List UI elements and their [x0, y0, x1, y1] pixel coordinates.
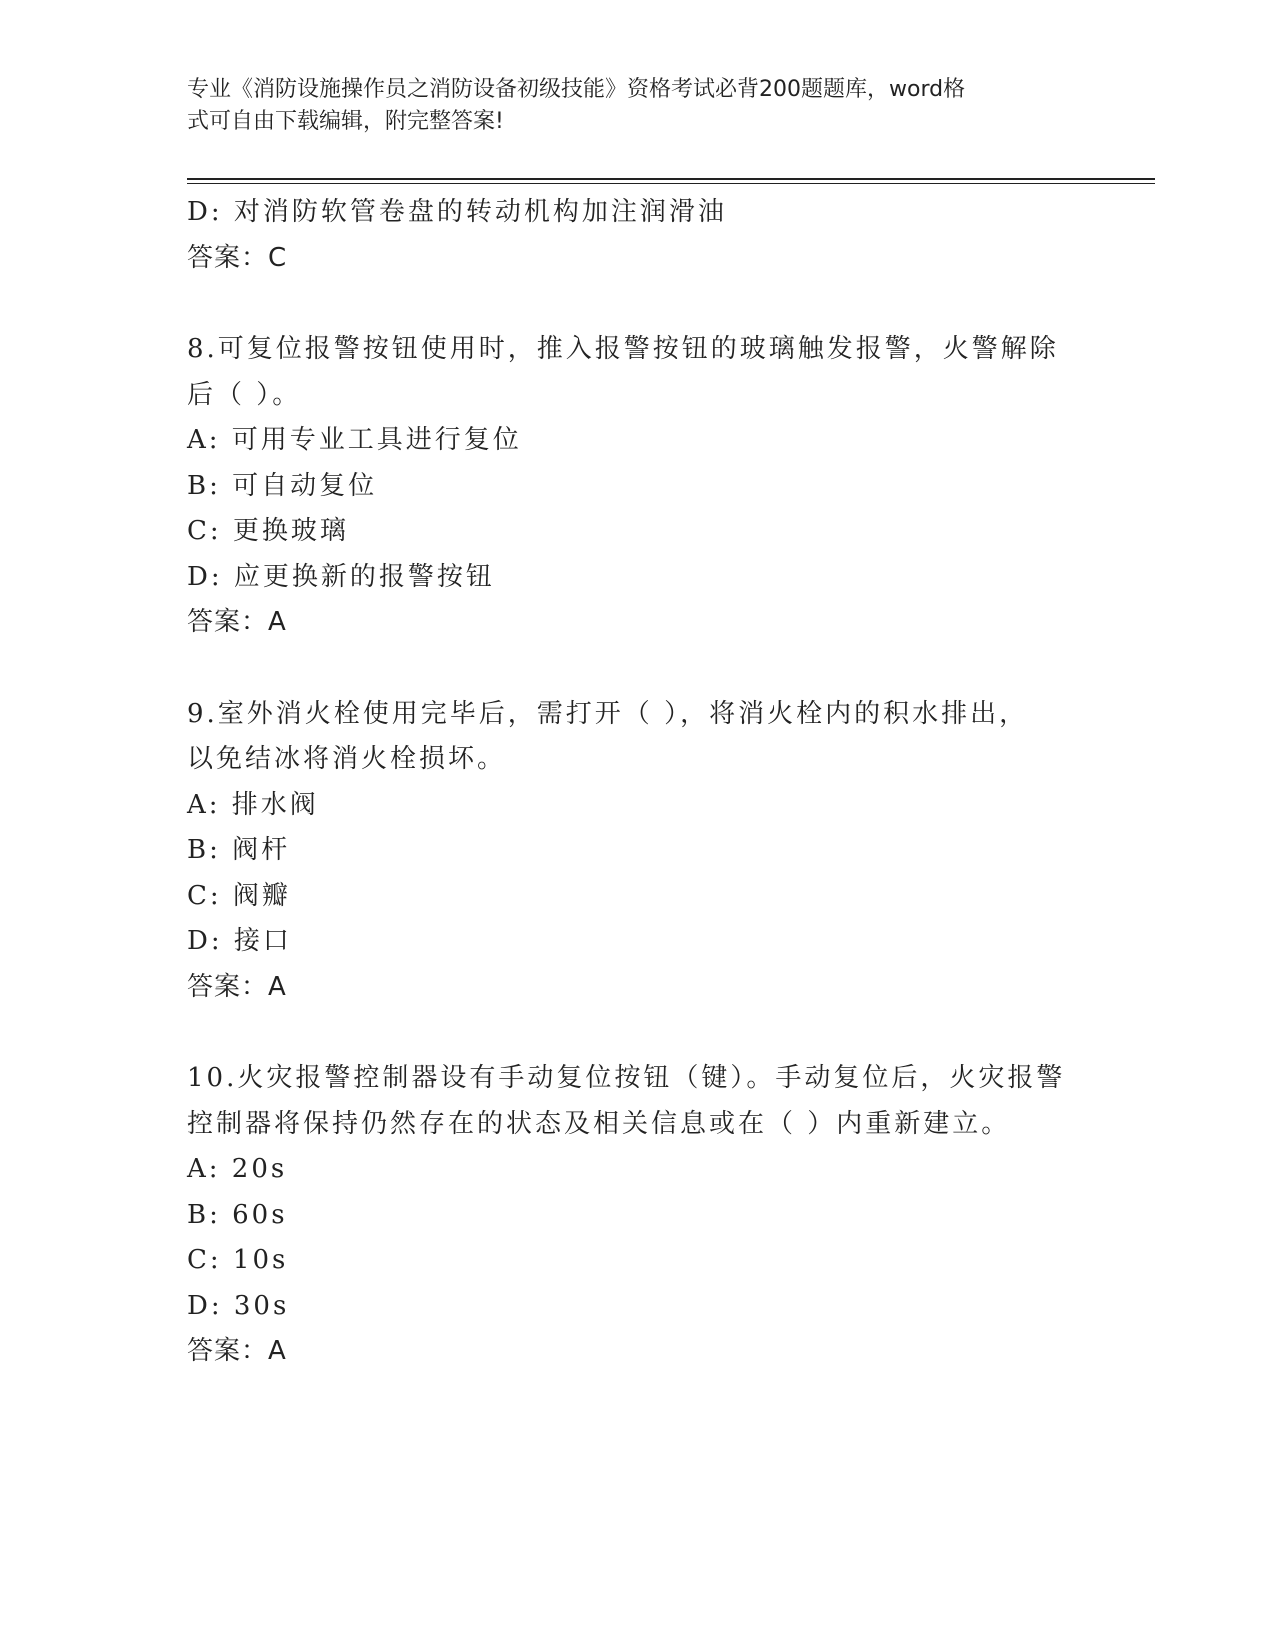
question-10 — [187, 1056, 1087, 1375]
question-9 — [187, 692, 1087, 1011]
option-c: C: 阀瓣 — [187, 880, 291, 911]
answer-line: 答案：A — [187, 1336, 287, 1366]
header-line-2: 式可自由下载编辑，附完整答案! — [187, 109, 504, 134]
option-d: D: 30s — [187, 1290, 290, 1321]
option-b: B: 阀杆 — [187, 835, 291, 865]
option-b: B: 60s — [187, 1199, 288, 1230]
option-c: C: 更换玻璃 — [187, 516, 349, 546]
option-a: A: 排水阀 — [187, 789, 319, 820]
answer-line: 答案：A — [187, 971, 287, 1002]
option-c: C: 10s — [187, 1245, 289, 1275]
option-a: A: 可用专业工具进行复位 — [187, 425, 522, 455]
option-a: A: 20s — [187, 1154, 288, 1184]
question-text-line-2: 控制器将保持仍然存在的状态及相关信息或在（ ）内重新建立。 — [187, 1108, 1011, 1139]
option-d: D: 应更换新的报警按钮 — [187, 561, 495, 592]
question-text-line-2: 后（ ）。 — [187, 379, 302, 410]
option-b: B: 可自动复位 — [187, 470, 378, 501]
question-text-line-1: 9.室外消火栓使用完毕后，需打开（ ），将消火栓内的积水排出， — [187, 698, 1029, 729]
document-header — [187, 74, 1067, 138]
option-d: D: 接口 — [187, 926, 292, 956]
question-text-line-2: 以免结冰将消火栓损坏。 — [187, 744, 507, 774]
divider-thick-line — [187, 178, 1155, 180]
option-d: D: 对消防软管卷盘的转动机构加注润滑油 — [187, 197, 727, 227]
question-text-line-1: 8.可复位报警按钮使用时，推入报警按钮的玻璃触发报警，火警解除 — [187, 334, 1059, 364]
prev-question-tail — [187, 190, 1087, 281]
question-text-line-1: 10.火灾报警控制器设有手动复位按钮（键）。手动复位后，火灾报警 — [187, 1063, 1066, 1093]
question-list — [187, 190, 1087, 1375]
header-divider — [187, 178, 1155, 183]
header-line-1: 专业《消防设施操作员之消防设备初级技能》资格考试必背200题题库，word格 — [187, 77, 966, 102]
answer-line: 答案：A — [187, 607, 287, 637]
answer-line: 答案：C — [187, 242, 288, 273]
question-8 — [187, 327, 1087, 646]
divider-thin-line — [187, 183, 1155, 184]
